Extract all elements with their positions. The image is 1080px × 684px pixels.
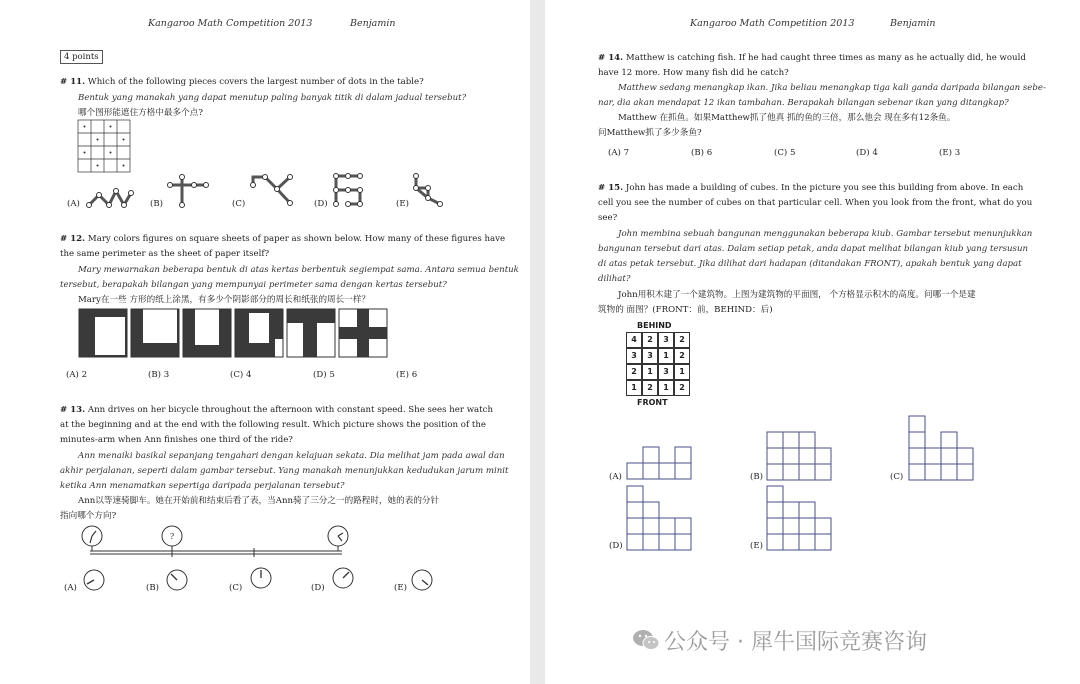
q13-option-a[interactable]: (A) [64, 583, 77, 593]
q14-chinese-line1: Matthew 在抓鱼。如果Matthew抓了他真 抓的鱼的三倍，那么他会 现在多有12条鱼。 [618, 113, 956, 123]
start-clock [82, 526, 102, 551]
shaded-figures [79, 309, 391, 357]
piece-d [332, 174, 366, 210]
ride-timeline [80, 524, 350, 558]
q13-text-line3: minutes-arm when Ann finishes one third of the ride? [60, 435, 293, 445]
grid-cell: 2 [642, 332, 658, 348]
q11-option-c[interactable]: (C) [232, 199, 246, 209]
q15-option-c[interactable]: (C) [890, 472, 904, 482]
q15-chinese-line2: 筑物的 面图？(FRONT：前，BEHIND：后) [598, 305, 773, 315]
q15-malay-line4: dilihat? [598, 274, 631, 284]
q14-malay-line2: nar, dia akan mendapat 12 ikan tambahan. Berapakah bilangan sebenar ikan yang ditangkap? [598, 98, 1009, 108]
q12-text-line1: # 12. Mary colors figures on square sheets of paper as shown below. How many of these figures have [60, 234, 506, 244]
q11-chinese: 哪个图形能遮住方格中最多个点? [78, 108, 203, 118]
grid-cell: 2 [674, 348, 690, 364]
q14-chinese-line2: 问Matthew抓了多少条鱼? [598, 128, 702, 138]
grid-cell: 1 [658, 348, 674, 364]
grid-cell: 2 [642, 380, 658, 396]
q11-option-d[interactable]: (D) [314, 199, 328, 209]
q13-text-line2: at the beginning and at the end with the following result. Which picture shows the position of the [60, 420, 486, 430]
wechat-icon [632, 628, 660, 652]
grid-cell: 3 [642, 348, 658, 364]
q14-option-c[interactable]: (C) 5 [774, 148, 796, 158]
q12-malay-line2: tersebut, berapakah bilangan yang mempunyai perimeter sama dengan kertas tersebut? [60, 280, 447, 290]
right-page [545, 0, 1080, 684]
q14-option-b[interactable]: (B) 6 [691, 148, 713, 158]
q14-option-d[interactable]: (D) 4 [856, 148, 878, 158]
front-view-d [627, 484, 691, 550]
clock-c [249, 566, 273, 590]
q13-option-e[interactable]: (E) [394, 583, 407, 593]
q13-malay-line1: Ann menaiki basikal sepanjang tengahari dengan kelajuan sekata. Dia melihat jam pada awal dan [78, 451, 505, 461]
q13-text-line1: # 13. Ann drives on her bicycle throughout the afternoon with constant speed. She sees her watch [60, 405, 493, 415]
q12-option-a[interactable]: (A) 2 [66, 370, 88, 380]
header-level: Benjamin [890, 18, 936, 29]
q14-malay-line1: Matthew sedang menangkap ikan. Jika beliau menangkap tiga kali ganda daripada bilangan sebe- [618, 83, 1046, 93]
q15-chinese-line1: John用积木建了一个建筑物。上图为建筑物的平面图， 个方格显示积木的高度。问哪一个是建 [618, 290, 976, 300]
clock-b [165, 568, 189, 592]
grid-cell: 1 [626, 380, 642, 396]
grid-cell: 3 [658, 364, 674, 380]
dot-table [78, 120, 130, 172]
q15-option-e[interactable]: (E) [750, 541, 763, 551]
piece-a [86, 183, 134, 211]
left-page [0, 0, 530, 684]
q13-option-c[interactable]: (C) [229, 583, 243, 593]
q11-option-e[interactable]: (E) [396, 199, 409, 209]
q13-malay-line3: ketika Ann menamatkan sepertiga daripada perjalanan tersebut? [60, 481, 345, 491]
q13-option-b[interactable]: (B) [146, 583, 160, 593]
q12-malay-line1: Mary mewarnakan beberapa bentuk di atas kertas berbentuk segiempat sama. Antara semua bentuk [78, 265, 519, 275]
piece-c [250, 175, 296, 209]
grid-cell: 2 [626, 364, 642, 380]
q15-option-a[interactable]: (A) [609, 472, 622, 482]
q14-text-line1: # 14. Matthew is catching fish. If he had caught three times as many as he actually did, he would [598, 53, 1026, 63]
grid-cell: 1 [642, 364, 658, 380]
q14-option-a[interactable]: (A) 7 [608, 148, 630, 158]
q12-option-b[interactable]: (B) 3 [148, 370, 170, 380]
top-view-grid [626, 332, 690, 396]
q12-option-d[interactable]: (D) 5 [313, 370, 335, 380]
grid-cell: 1 [674, 364, 690, 380]
watermark-text: 公众号 · 犀牛国际竞赛咨询 [664, 630, 927, 655]
q12-text-line2: the same perimeter as the sheet of paper itself? [60, 249, 270, 259]
middle-clock [162, 526, 182, 551]
header-title: Kangaroo Math Competition 2013 [690, 18, 855, 29]
end-clock [328, 526, 348, 551]
front-view-e [767, 484, 831, 550]
piece-b [166, 175, 212, 209]
q12-chinese: Mary在一些 方形的纸上涂黑，有多少个阴影部分的周长和纸张的周长一样？ [78, 295, 371, 305]
q15-text-line2: cell you see the number of cubes on that particular cell. When you look from the front, what do you [598, 198, 1033, 208]
q12-option-e[interactable]: (E) 6 [396, 370, 418, 380]
q15-text-line3: see? [598, 213, 618, 223]
grid-cell: 1 [658, 380, 674, 396]
front-view-b [767, 430, 831, 480]
label-behind: BEHIND [637, 321, 672, 330]
grid-cell: 3 [658, 332, 674, 348]
q11-option-a[interactable]: (A) [67, 199, 80, 209]
q12-option-c[interactable]: (C) 4 [230, 370, 252, 380]
svg-text:?: ? [169, 532, 175, 541]
q13-option-d[interactable]: (D) [311, 583, 325, 593]
label-front: FRONT [637, 398, 668, 407]
grid-cell: 2 [674, 380, 690, 396]
q11-option-b[interactable]: (B) [150, 199, 164, 209]
q13-chinese-line1: Ann以等速骑脚车。她在开始前和结束后看了表，当Ann骑了三分之一的路程时，她的表的分针 [78, 496, 440, 506]
q15-malay-line2: bangunan tersebut dari atas. Dalam setiap petak, anda dapat melihat bilangan kiub yang tersusun [598, 244, 1029, 254]
clock-a [82, 568, 106, 592]
piece-e [412, 174, 446, 210]
q13-malay-line2: akhir perjalanan, seperti dalam gambar tersebut. Yang manakah menunjukkan kedudukan jarum minit [60, 466, 509, 476]
front-view-c [909, 414, 973, 480]
q15-option-b[interactable]: (B) [750, 472, 764, 482]
q15-malay-line3: di atas petak tersebut. Jika dilihat dari hadapan (ditandakan FRONT), apakah bentuk yang dapat [598, 259, 1022, 269]
q15-option-d[interactable]: (D) [609, 541, 623, 551]
q14-text-line2: have 12 more. How many fish did he catch? [598, 68, 789, 78]
grid-cell: 2 [674, 332, 690, 348]
header-level: Benjamin [350, 18, 396, 29]
front-view-a [627, 443, 691, 479]
clock-e [410, 568, 434, 592]
points-badge: 4 points [60, 50, 103, 64]
q13-chinese-line2: 指向哪个方向? [60, 511, 117, 521]
grid-cell: 4 [626, 332, 642, 348]
q14-option-e[interactable]: (E) 3 [939, 148, 961, 158]
q15-malay-line1: John membina sebuah bangunan menggunakan beberapa kiub. Gambar tersebut menunjukkan [618, 229, 1033, 239]
q15-text-line1: # 15. John has made a building of cubes. In the picture you see this building from above. In each [598, 183, 1024, 193]
grid-cell: 3 [626, 348, 642, 364]
header-title: Kangaroo Math Competition 2013 [148, 18, 313, 29]
q11-malay: Bentuk yang manakah yang dapat menutup paling banyak titik di dalam jadual tersebut? [78, 93, 467, 103]
clock-d [331, 566, 355, 590]
q11-text: # 11. Which of the following pieces covers the largest number of dots in the table? [60, 77, 424, 87]
